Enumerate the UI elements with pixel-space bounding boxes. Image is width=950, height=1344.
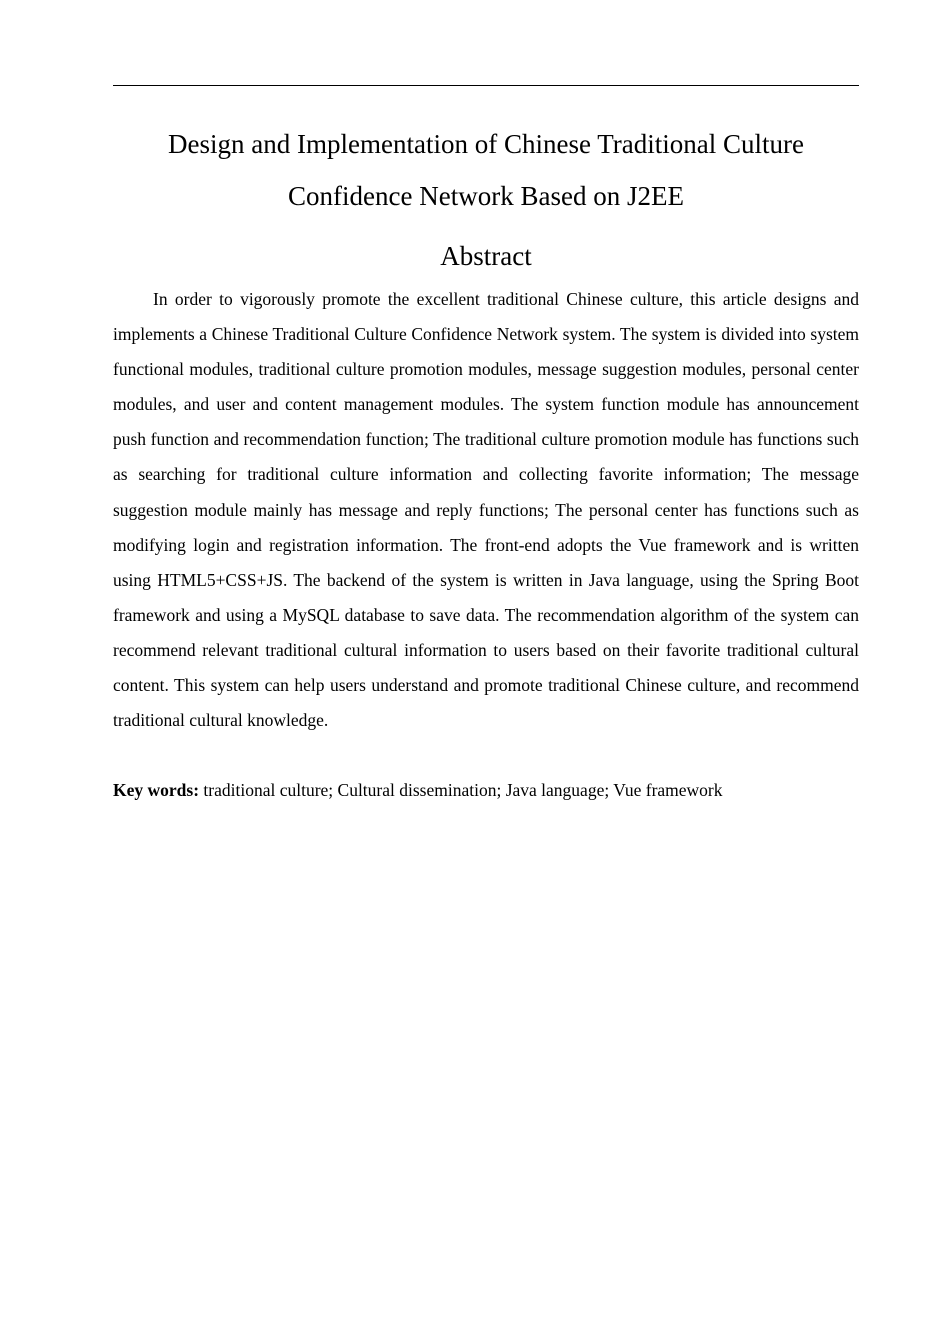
- abstract-body: In order to vigorously promote the excellent traditional Chinese culture, this article designs and implements a Chinese Traditional Culture Confidence Network system. The system is divided into system functional modules, traditional culture promotion modules, message suggestion modules, personal center modules, and user and content management modules. The system function module has announcement push function and recommendation function; The traditional culture promotion module has functions such as searching for traditional culture information and collecting favorite information; The message suggestion module mainly has message and reply functions; The personal center has functions such as modifying login and registration information. The front-end adopts the Vue framework and is written using HTML5+CSS+JS. The backend of the system is written in Java language, using the Spring Boot framework and using a MySQL database to save data. The recommendation algorithm of the system can recommend relevant traditional cultural information to users based on their favorite traditional cultural content. This system can help users understand and promote traditional Chinese culture, and recommend traditional cultural knowledge.: [113, 289, 859, 731]
- keywords-line: [113, 773, 859, 808]
- title-line-1: Design and Implementation of Chinese Traditional Culture: [168, 129, 804, 159]
- header-rule: [113, 85, 859, 86]
- keywords-text: traditional culture; Cultural dissemination; Java language; Vue framework: [199, 780, 723, 800]
- abstract-heading: Abstract: [440, 241, 532, 271]
- keywords-label: Key words:: [113, 780, 200, 800]
- document-title: [113, 118, 859, 222]
- title-line-2: Confidence Network Based on J2EE: [288, 181, 684, 211]
